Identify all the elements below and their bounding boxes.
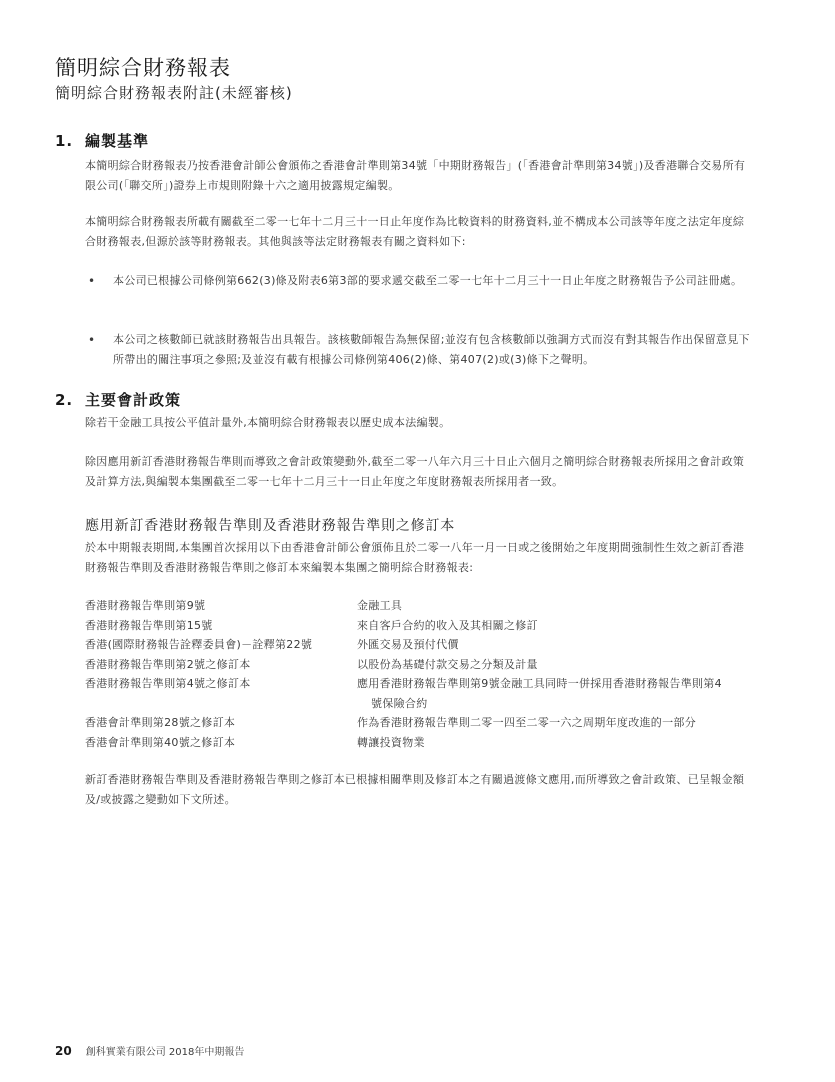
section-1-title: 編製基準 <box>85 132 150 150</box>
standard-description-continued: 號保險合約 <box>371 696 428 710</box>
standards-row <box>85 596 755 616</box>
standard-description <box>357 733 755 753</box>
standard-description <box>357 674 755 713</box>
page-footer <box>55 1043 244 1058</box>
standard-name: 香港財務報告準則第15號 <box>85 618 213 632</box>
standard-name: 香港會計準則第28號之修訂本 <box>85 716 236 729</box>
bullet-icon: • <box>88 274 96 288</box>
standards-row <box>85 616 755 636</box>
section-2-paragraph-4: 新訂香港財務報告準則及香港財務報告準則之修訂本已根據相關準則及修訂本之有關過渡條文應用,而所導致之會計政策、已呈報金額及/或披露之變動如下文所述。 <box>85 773 745 806</box>
bullet-text: 本公司之核數師已就該財務報告出具報告。該核數師報告為無保留;並沒有包含核數師以強調方式而沒有對其報告作出保留意見下所帶出的關注事項之參照;及並沒有載有根據公司條例第406(2)條、第407(2)或(3)條下之聲明。 <box>113 333 750 366</box>
standard-description <box>357 596 755 616</box>
standards-list <box>85 596 755 752</box>
page-number: 20 <box>55 1044 72 1058</box>
page-subtitle: 簡明綜合財務報表附註(未經審核) <box>55 84 293 102</box>
standard-name: 香港財務報告準則第2號之修訂本 <box>85 657 251 671</box>
bullet-icon: • <box>88 333 96 347</box>
section-1-bullet-2 <box>85 330 753 370</box>
standards-row <box>85 635 755 655</box>
standard-name: 香港(國際財務報告詮釋委員會)－詮釋第22號 <box>85 638 313 651</box>
standards-row <box>85 655 755 675</box>
standards-row <box>85 713 755 733</box>
section-2-heading <box>55 389 181 410</box>
bullet-text: 本公司已根據公司條例第662(3)條及附表6第3部的要求遞交截至二零一七年十二月三十一日止年度之財務報告予公司註冊處。 <box>113 274 743 287</box>
standard-description <box>357 655 755 675</box>
standards-row <box>85 733 755 753</box>
standard-name: 香港財務報告準則第4號之修訂本 <box>85 677 251 690</box>
section-2-paragraph-3: 於本中期報表期間,本集團首次採用以下由香港會計師公會頒佈且於二零一八年一月一日或之後開始之年度期間強制性生效之新訂香港財務報告準則及香港財務報告準則之修訂本來編製本集團之簡明綜合財務報表: <box>85 541 745 574</box>
section-1-paragraph-1: 本簡明綜合財務報表乃按香港會計師公會頒佈之香港會計準則第34號「中期財務報告」(「香港會計準則第34號」)及香港聯合交易所有限公司(「聯交所」)證券上市規則附錄十六之適用披露規定編製。 <box>85 159 746 192</box>
section-2-paragraph-1: 除若干金融工具按公平值計量外,本簡明綜合財務報表以歷史成本法編製。 <box>85 416 451 429</box>
standard-description-text: 轉讓投資物業 <box>357 735 425 749</box>
section-2-number: 2. <box>55 391 74 409</box>
section-1-bullet-1 <box>85 271 753 291</box>
section-2-subheading: 應用新訂香港財務報告準則及香港財務報告準則之修訂本 <box>85 518 455 534</box>
standard-description <box>357 635 755 655</box>
standard-name: 香港財務報告準則第9號 <box>85 599 206 612</box>
section-1-heading <box>55 130 149 151</box>
standard-description-text: 作為香港財務報告準則二零一四至二零一六之周期年度改進的一部分 <box>357 716 696 729</box>
footer-text: 創科實業有限公司 2018年中期報告 <box>85 1047 245 1058</box>
standard-description-text: 金融工具 <box>357 599 403 612</box>
standard-description-text: 應用香港財務報告準則第9號金融工具同時一併採用香港財務報告準則第4 <box>357 677 722 690</box>
section-1-paragraph-2: 本簡明綜合財務報表所載有關截至二零一七年十二月三十一日止年度作為比較資料的財務資料,並不構成本公司該等年度之法定年度綜合財務報表,但源於該等財務報表。其他與該等法定財務報表有關之資料如下: <box>85 215 745 248</box>
standard-description <box>357 713 755 733</box>
section-2-paragraph-2: 除因應用新訂香港財務報告準則而導致之會計政策變動外,截至二零一八年六月三十日止六個月之簡明綜合財務報表所採用之會計政策及計算方法,與編製本集團截至二零一七年十二月三十一日止年度之年度財務報表所採用者一致。 <box>85 455 745 488</box>
standards-row <box>85 674 755 713</box>
section-1-number: 1. <box>55 132 74 150</box>
standard-description <box>357 616 755 636</box>
standard-description-text: 外匯交易及預付代價 <box>357 638 459 651</box>
standard-description-text: 以股份為基礎付款交易之分類及計量 <box>357 657 538 671</box>
section-2-title: 主要會計政策 <box>85 391 182 409</box>
page-title: 簡明綜合財務報表 <box>55 56 231 80</box>
standard-description-text: 來自客戶合約的收入及其相關之修訂 <box>357 618 538 632</box>
standard-name: 香港會計準則第40號之修訂本 <box>85 735 236 749</box>
